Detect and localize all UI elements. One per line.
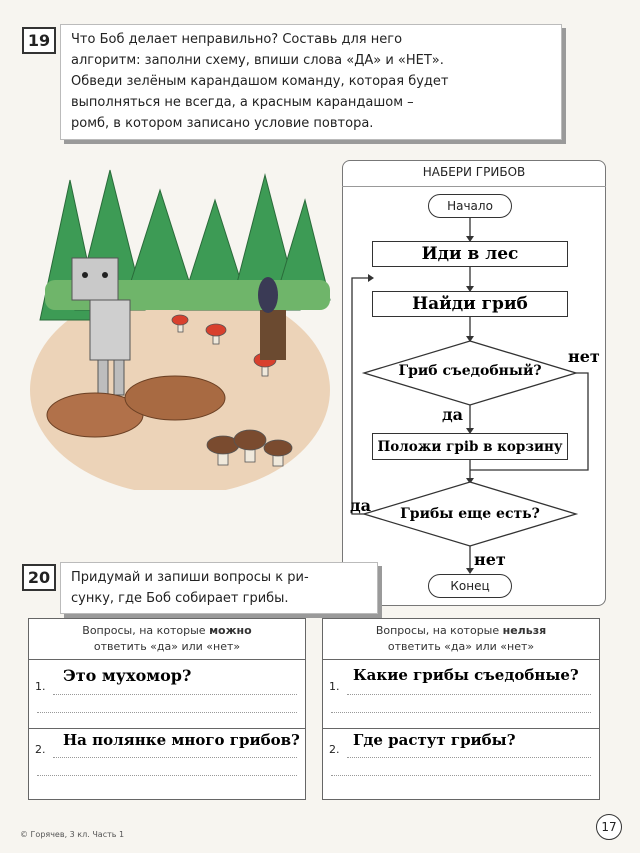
label-no-edible: нет xyxy=(568,347,600,366)
start-terminal xyxy=(428,194,512,218)
start-label: Начало xyxy=(447,199,493,213)
writing-line xyxy=(37,775,297,776)
condition-more-text: Грибы еще есть? xyxy=(400,506,540,522)
writing-line xyxy=(37,712,297,713)
step-go-to-forest xyxy=(372,241,568,267)
label-yes-more: да xyxy=(350,496,372,515)
writing-line xyxy=(347,757,591,758)
writing-line xyxy=(347,694,591,695)
table-row[interactable] xyxy=(29,660,305,729)
task-20-line-2: сунку, где Боб собирает грибы. xyxy=(71,591,289,606)
label-yes-edible: да xyxy=(442,405,464,424)
table-row[interactable] xyxy=(323,660,599,729)
page-number: 17 xyxy=(596,814,622,840)
header-emphasis: можно xyxy=(209,624,252,637)
end-terminal xyxy=(428,574,512,598)
header-text-2: ответить «да» или «нет» xyxy=(93,640,241,653)
yes-no-table-header xyxy=(29,619,305,660)
flowchart-title: НАБЕРИ ГРИБОВ xyxy=(422,165,526,179)
task-19-line-2: алгоритм: заполни схему, впиши слова «ДА» и «НЕТ». xyxy=(71,53,444,68)
yes-no-questions-table xyxy=(28,618,306,800)
writing-line xyxy=(331,775,591,776)
condition-edible-text: Гриб съедобный? xyxy=(398,363,542,379)
task-19-line-1: Что Боб делает неправильно? Составь для него xyxy=(71,32,403,47)
label-no-more: нет xyxy=(474,550,506,569)
open-questions-table xyxy=(322,618,600,800)
task-19-text xyxy=(60,24,562,140)
answer-text: На полянке много грибов? xyxy=(63,731,300,749)
answer-text: Где растут грибы? xyxy=(353,731,516,749)
header-text-2: ответить «да» или «нет» xyxy=(387,640,535,653)
writing-line xyxy=(331,712,591,713)
table-row[interactable] xyxy=(29,729,305,797)
header-emphasis: нельзя xyxy=(502,624,547,637)
step-put-in-basket xyxy=(372,433,568,460)
writing-line xyxy=(53,694,297,695)
row-number: 2. xyxy=(329,743,340,756)
bob-picking-mushrooms-illustration xyxy=(30,160,335,490)
header-text: Вопросы, на которые xyxy=(375,624,503,637)
row-number: 1. xyxy=(35,680,46,693)
step-find-mushroom xyxy=(372,291,568,317)
writing-line xyxy=(53,757,297,758)
step-put-in-basket-text: Положи грib в корзину xyxy=(377,438,563,455)
step-go-to-forest-text: Иди в лес xyxy=(421,244,519,264)
header-text: Вопросы, на которые xyxy=(82,624,210,637)
task-20-line-1: Придумай и запиши вопросы к ри- xyxy=(71,570,309,585)
row-number: 1. xyxy=(329,680,340,693)
task-number-19: 19 xyxy=(22,27,56,54)
task-19-line-5: ромб, в котором записано условие повтора. xyxy=(71,116,374,131)
end-label: Конец xyxy=(450,579,490,593)
bob-head xyxy=(72,258,118,300)
answer-text: Какие грибы съедобные? xyxy=(353,666,579,684)
open-table-header xyxy=(323,619,599,660)
task-19-line-4: выполняться не всегда, а красным карандашом – xyxy=(71,95,414,110)
row-number: 2. xyxy=(35,743,46,756)
table-row[interactable] xyxy=(323,729,599,797)
flowchart-connectors xyxy=(342,160,606,606)
task-20-text xyxy=(60,562,378,614)
answer-text: Это мухомор? xyxy=(63,666,192,685)
task-number-20: 20 xyxy=(22,564,56,591)
task-19-line-3: Обведи зелёным карандашом команду, которая будет xyxy=(71,74,449,89)
footer-source: © Горячев, 3 кл. Часть 1 xyxy=(20,830,125,839)
step-find-mushroom-text: Найди гриб xyxy=(412,294,528,314)
